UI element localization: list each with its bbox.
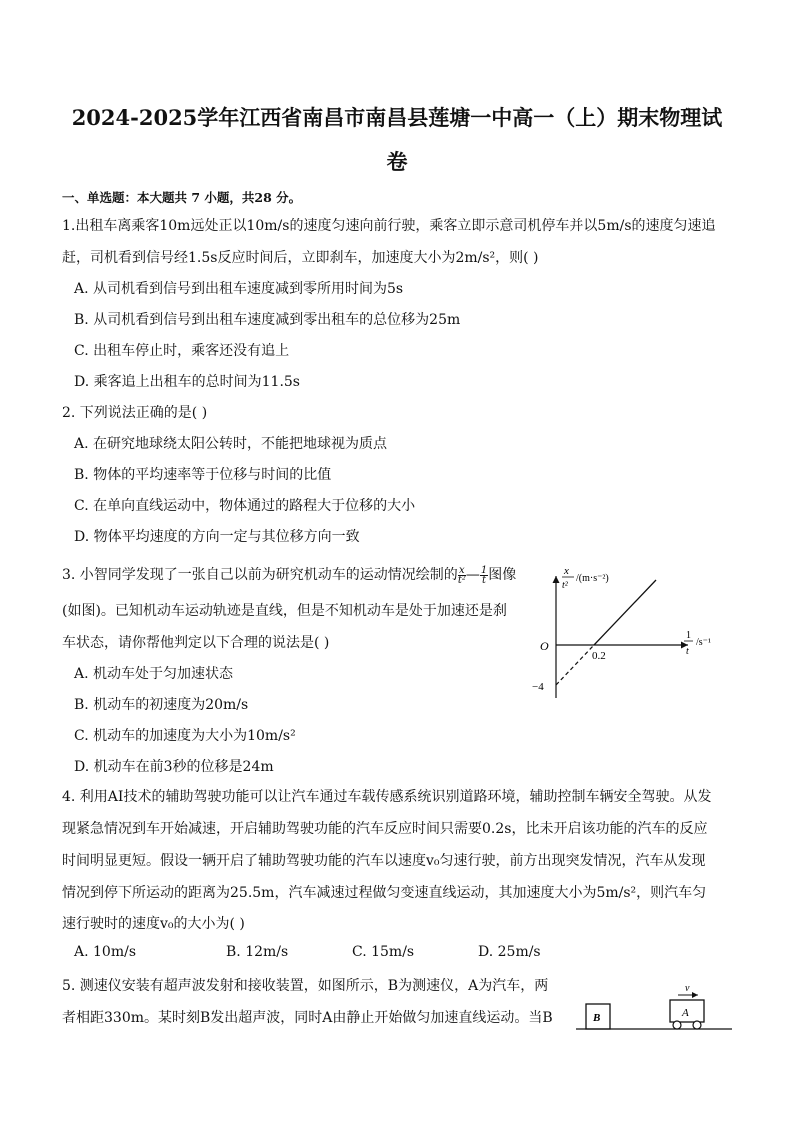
x-tick-label: 0.2 bbox=[592, 650, 606, 662]
car-a-wheel-right bbox=[693, 1021, 701, 1029]
q3-fraction-x-over-t2 bbox=[458, 566, 466, 585]
q4-line2: 现紧急情况到车开始减速，开启辅助驾驶功能的汽车反应时间只需要0.2s，比未开启该功能的汽车的反应 bbox=[62, 821, 708, 837]
q4-option-b: B. 12m/s bbox=[226, 944, 289, 960]
section-heading: 一、单选题：本大题共 7 小题，共28 分。 bbox=[62, 190, 302, 205]
q2-option-c: C. 在单向直线运动中，物体通过的路程大于位移的大小 bbox=[74, 498, 416, 514]
q2-option-d: D. 物体平均速度的方向一定与其位移方向一致 bbox=[74, 529, 360, 545]
frac-num: 1 bbox=[480, 564, 488, 576]
q5-line1: 5. 测速仪安装有超声波发射和接收装置，如图所示，B为测速仪，A为汽车，两 bbox=[62, 978, 549, 994]
label-a: A bbox=[682, 1007, 689, 1019]
frac-den: t bbox=[482, 574, 487, 586]
solid-graph-line bbox=[594, 580, 656, 645]
q1-option-d: D. 乘客追上出租车的总时间为11.5s bbox=[74, 374, 300, 390]
q3-fraction-1-over-t bbox=[480, 566, 488, 585]
q3-option-b: B. 机动车的初速度为20m/s bbox=[74, 697, 249, 713]
q3-option-c: C. 机动车的加速度为大小为10m/s² bbox=[74, 728, 296, 744]
q3-stem-line2: (如图)。已知机动车运动轨迹是直线，但是不知机动车是处于加速还是刹 bbox=[62, 603, 507, 619]
dashed-graph-line bbox=[556, 645, 594, 685]
q4-line4: 情况到停下所运动的距离为25.5m，汽车减速过程做匀变速直线运动，其加速度大小为5m/s²，则汽车匀 bbox=[62, 885, 707, 901]
q1-stem-line1: 1.出租车离乘客10m远处正以10m/s的速度匀速向前行驶，乘客立即示意司机停车并以5m/s的速度匀速追 bbox=[62, 218, 716, 234]
q1-option-c: C. 出租车停止时，乘客还没有追上 bbox=[74, 343, 290, 359]
q3-graph bbox=[528, 560, 734, 710]
x-axis-unit: /s⁻¹ bbox=[696, 637, 711, 648]
x-axis-label-den: t bbox=[686, 646, 689, 657]
q4-option-a: A. 10m/s bbox=[74, 944, 137, 960]
frac-den: t² bbox=[457, 574, 466, 586]
q2-option-a: A. 在研究地球绕太阳公转时，不能把地球视为质点 bbox=[74, 436, 388, 452]
label-b: B bbox=[593, 1012, 601, 1024]
q4-line3: 时间明显更短。假设一辆开启了辅助驾驶功能的汽车以速度v₀匀速行驶，前方出现突发情况，汽车从发现 bbox=[62, 853, 706, 869]
exam-title-line2: 卷 bbox=[386, 149, 408, 174]
q2-option-b: B. 物体的平均速率等于位移与时间的比值 bbox=[74, 467, 332, 483]
q3-stem-line1 bbox=[62, 565, 516, 585]
q3-option-a: A. 机动车处于匀加速状态 bbox=[74, 666, 234, 682]
q4-option-d: D. 25m/s bbox=[478, 944, 541, 960]
label-v: v bbox=[685, 983, 690, 994]
q4-option-c: C. 15m/s bbox=[352, 944, 415, 960]
q2-stem: 2. 下列说法正确的是( ) bbox=[62, 405, 208, 421]
origin-label: O bbox=[540, 639, 549, 653]
q5-figure bbox=[574, 980, 734, 1032]
exam-title-line1: 2024-2025学年江西省南昌市南昌县莲塘一中高一（上）期末物理试 bbox=[71, 105, 723, 130]
q4-line1: 4. 利用AI技术的辅助驾驶功能可以让汽车通过车载传感系统识别道路环境，辅助控制车辆安全驾驶。从发 bbox=[62, 789, 712, 805]
frac-num: x bbox=[459, 564, 465, 576]
q4-line5: 速行驶时的速度v₀的大小为( ) bbox=[62, 916, 245, 932]
q5-line2: 者相距330m。某时刻B发出超声波，同时A由静止开始做匀加速直线运动。当B bbox=[62, 1010, 553, 1026]
q1-option-b: B. 从司机看到信号到出租车速度减到零出租车的总位移为25m bbox=[74, 312, 461, 328]
q3-option-d: D. 机动车在前3秒的位移是24m bbox=[74, 759, 274, 775]
y-axis-label-num: x bbox=[564, 565, 569, 577]
x-axis-label-num: 1 bbox=[686, 630, 691, 641]
y-axis-unit: /(m·s⁻²) bbox=[576, 573, 609, 584]
car-a-wheel-left bbox=[673, 1021, 681, 1029]
q3-stem-part1: 3. 小智同学发现了一张自己以前为研究机动车的运动情况绘制的 bbox=[62, 567, 458, 583]
q3-stem-line3: 车状态，请你帮他判定以下合理的说法是( ) bbox=[62, 635, 330, 651]
q1-stem-line2: 赶，司机看到信号经1.5s反应时间后，立即刹车，加速度大小为2m/s²，则( ) bbox=[62, 250, 539, 266]
q1-option-a: A. 从司机看到信号到出租车速度减到零所用时间为5s bbox=[74, 281, 404, 297]
y-tick-label: −4 bbox=[532, 681, 544, 693]
y-axis-label-den: t² bbox=[562, 580, 568, 591]
q3-dash: — bbox=[465, 567, 480, 583]
q3-stem-part2: 图像 bbox=[488, 567, 517, 583]
